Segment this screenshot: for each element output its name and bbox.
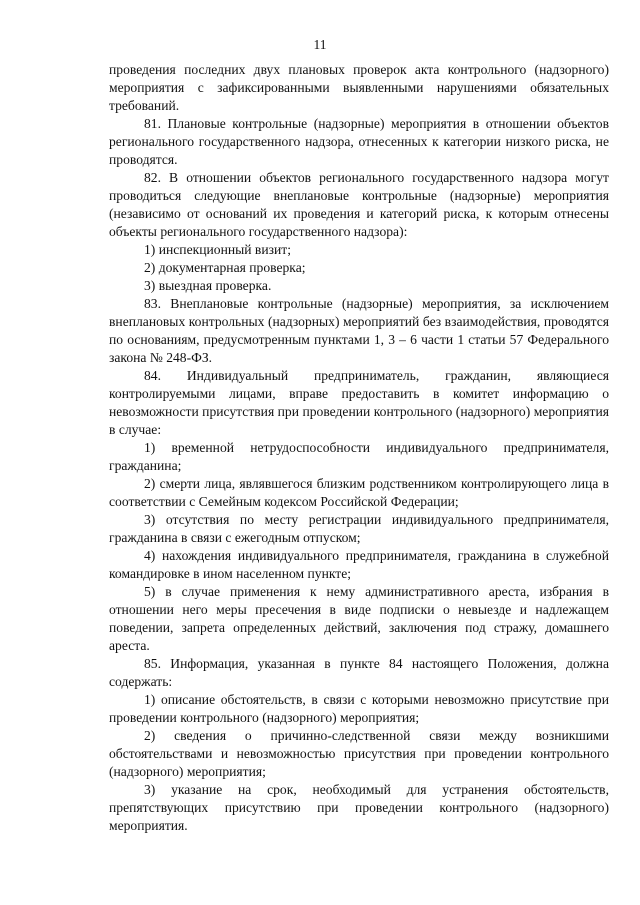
paragraph-85: 85. Информация, указанная в пункте 84 настоящего Положения, должна содержать:	[109, 656, 609, 689]
list-item-84-2: 2) смерти лица, являвшегося близким родственником контролирующего лица в соответствии с Семейным кодексом Российской Федерации;	[109, 476, 609, 509]
list-item-82-3: 3) выездная проверка.	[144, 278, 272, 293]
paragraph-82: 82. В отношении объектов регионального государственного надзора могут проводиться следующие внеплановые контрольные (надзорные) мероприятия (независимо от оснований их проведения и категорий риска, к которым отнесены объекты регионального государственного надзора):	[109, 170, 609, 239]
list-item-85-1: 1) описание обстоятельств, в связи с которыми невозможно присутствие при проведении контрольного (надзорного) мероприятия;	[109, 692, 609, 725]
list-item-84-1: 1) временной нетрудоспособности индивидуального предпринимателя, гражданина;	[109, 440, 609, 473]
list-item-82-1: 1) инспекционный визит;	[144, 242, 291, 257]
list-item-84-3: 3) отсутствия по месту регистрации индивидуального предпринимателя, гражданина в связи с ежегодным отпуском;	[109, 512, 609, 545]
paragraph-81: 81. Плановые контрольные (надзорные) мероприятия в отношении объектов регионального государственного надзора, отнесенных к категории низкого риска, не проводятся.	[109, 116, 609, 167]
paragraph-83: 83. Внеплановые контрольные (надзорные) мероприятия, за исключением внеплановых контрольных (надзорных) мероприятий без взаимодействия, проводятся по основаниям, предусмотренным пунктами 1, 3 – 6 части 1 статьи 57 Федерального закона № 248-ФЗ.	[109, 296, 609, 365]
list-item-82-2: 2) документарная проверка;	[144, 260, 306, 275]
list-item-84-4: 4) нахождения индивидуального предпринимателя, гражданина в служебной командировке в ином населенном пункте;	[109, 548, 609, 581]
paragraph-continuation: проведения последних двух плановых проверок акта контрольного (надзорного) мероприятия с зафиксированными выявленными нарушениями обязательных требований.	[109, 62, 609, 113]
list-item-85-2: 2) сведения о причинно-следственной связи между возникшими обстоятельствами и невозможностью присутствия при проведении контрольного (надзорного) мероприятия;	[109, 728, 609, 779]
list-item-85-3: 3) указание на срок, необходимый для устранения обстоятельств, препятствующих присутствию при проведении контрольного (надзорного) мероприятия.	[109, 782, 609, 833]
paragraph-84: 84. Индивидуальный предприниматель, гражданин, являющиеся контролируемыми лицами, вправе предоставить в комитет информацию о невозможности присутствия при проведении контрольного (надзорного) мероприятия в случае:	[109, 368, 609, 437]
page-number: 11	[313, 37, 327, 52]
list-item-84-5: 5) в случае применения к нему административного ареста, избрания в отношении него меры пресечения в виде подписки о невыезде и надлежащем поведении, запрета определенных действий, заключения под стражу, домашнего ареста.	[109, 584, 609, 653]
document-body	[109, 61, 609, 835]
